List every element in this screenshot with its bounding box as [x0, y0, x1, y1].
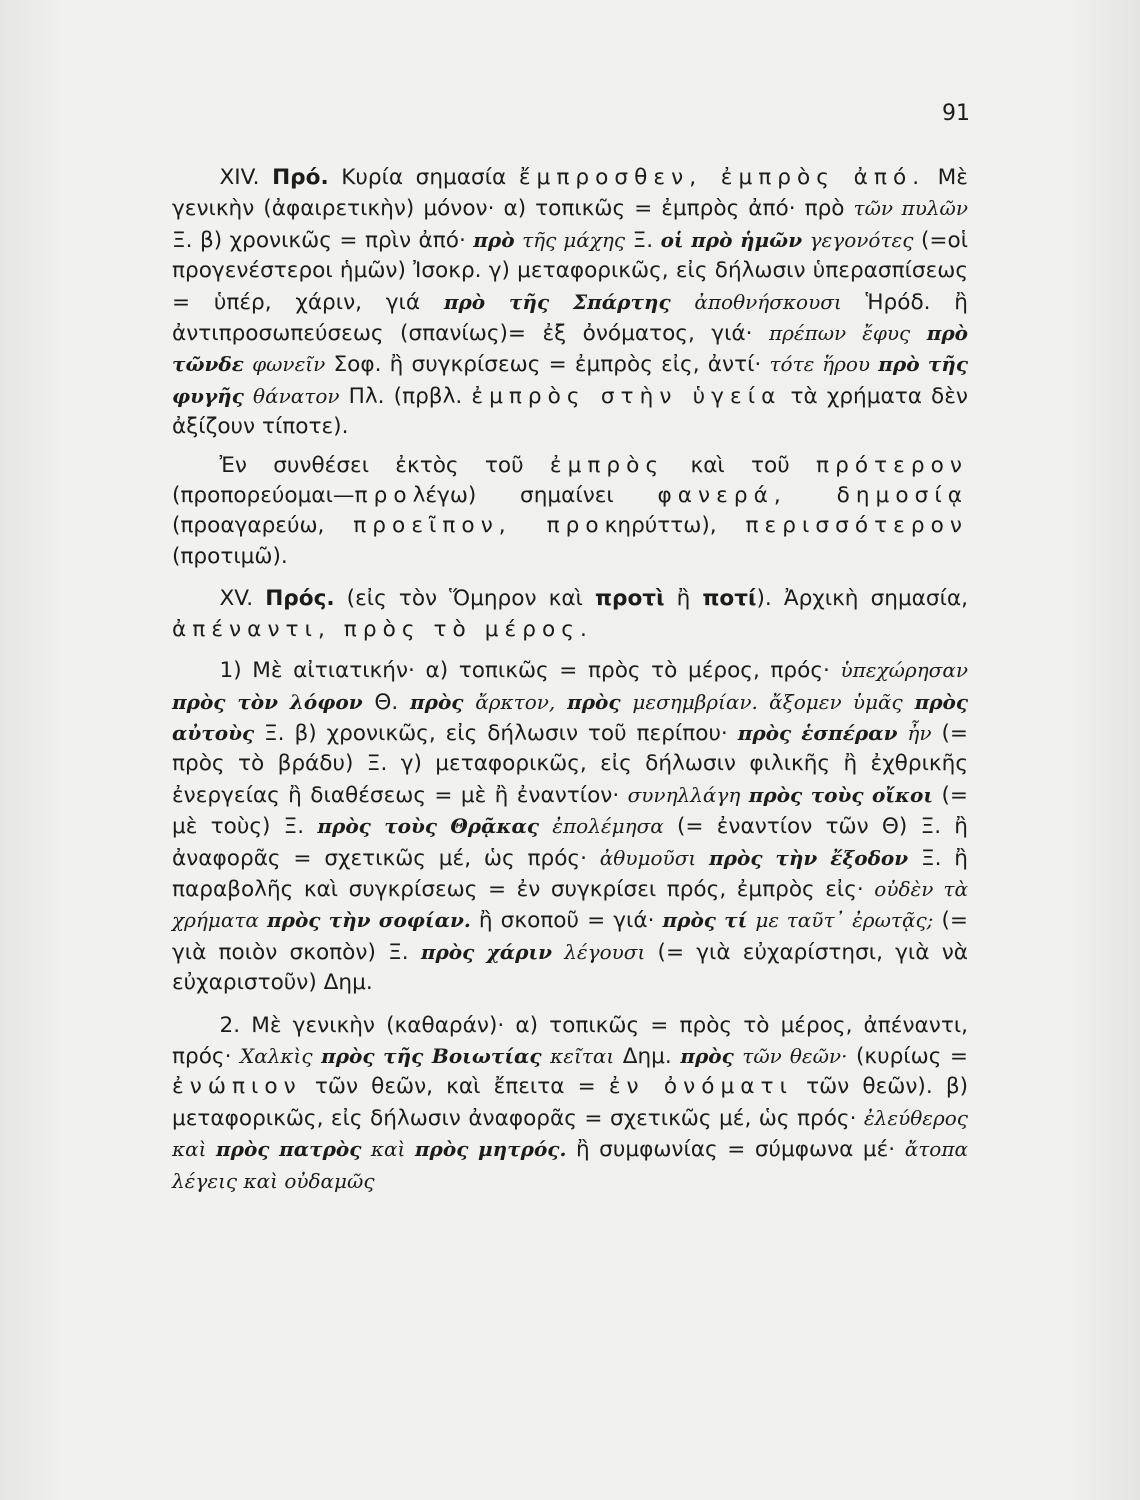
- text-run: (= γιὰ εὐχαρίστησι, γιὰ νὰ εὐχαριστοῦν) Δημ.: [172, 939, 968, 996]
- text-run: οὐδὲν τὰ χρήματα: [172, 876, 968, 933]
- text-run: φανερά, δημοσίᾳ: [657, 483, 968, 509]
- text-run: πρὸς τοὺς οἴκοι: [748, 782, 934, 807]
- text-run: [313, 1044, 322, 1069]
- text-run: [621, 690, 633, 715]
- text-run: [897, 721, 907, 746]
- text-run: ἐμπρὸς: [549, 452, 665, 478]
- text-run: Κυρία σημασία: [328, 165, 519, 190]
- text-run: περισσότερον: [745, 513, 968, 539]
- text-run: καὶ: [370, 1137, 406, 1162]
- text-run: Χαλκὶς: [239, 1043, 313, 1068]
- text-run: Πρό.: [272, 165, 329, 190]
- text-run: (προαγαρεύω,: [172, 513, 354, 539]
- text-run: προ: [354, 483, 413, 509]
- text-run: ἀπέναντι, πρὸς τὸ μέρος.: [172, 616, 593, 642]
- text-run: (= γιὰ ποιὸν σκοπὸν) Ξ.: [172, 908, 968, 965]
- paragraph-xv-definition: [172, 584, 968, 645]
- text-run: ἦν: [907, 720, 932, 745]
- text-run: [361, 1137, 371, 1162]
- text-run: τότε ἥρου: [769, 352, 871, 377]
- text-run: πρὸς ἑσπέραν: [737, 720, 898, 745]
- text-run: Μὲ γενικὴν (ἀφαιρετικὴν) μόνον· α) τοπικῶς = ἐμπρὸς ἀπό· πρὸ: [172, 165, 968, 222]
- text-run: πρὸς τὴν σοφίαν.: [267, 908, 471, 933]
- text-run: ἄρκτον,: [475, 689, 556, 714]
- text-run: θάνατον: [253, 383, 340, 408]
- text-run: πρὸ τῆς Σπάρτης: [443, 289, 671, 314]
- text-run: ποτί: [702, 586, 757, 612]
- text-run: πρὸς τῆς Βοιωτίας: [321, 1043, 542, 1068]
- text-run: πρὸς τὸν λόφον: [172, 689, 363, 714]
- text-run: τῶν θεῶν, καὶ ἔπειτα =: [301, 1074, 609, 1100]
- text-run: [542, 1044, 551, 1069]
- text-run: προτὶ: [594, 586, 665, 612]
- text-run: πρὸς αὐτοὺς: [172, 689, 969, 745]
- text-run: [802, 228, 809, 253]
- text-run: πρέπων ἔφυς: [768, 321, 911, 346]
- text-run: [671, 290, 695, 315]
- text-run: πρὸς χάριν: [420, 939, 553, 964]
- text-run: Ξ.: [625, 227, 661, 253]
- text-run: πρὸ τῶνδε: [172, 321, 968, 377]
- text-run: ὑπεχώρησαν: [840, 658, 968, 683]
- text-run: [555, 690, 567, 715]
- text-run: ἢ συμφωνίας = σύμφωνα μέ·: [566, 1137, 905, 1163]
- text-run: (=οἱ προγενέστεροι ἡμῶν) Ἰσοκρ. γ) μεταφορικῶς, εἰς δήλωσιν ὑπερασπίσεως = ὑπέρ, χάριν, γιά: [172, 227, 968, 315]
- text-run: προεῖπον, προ: [353, 513, 605, 539]
- text-run: ἐλεύθερος καὶ: [172, 1105, 968, 1162]
- text-run: οἱ πρὸ ἡμῶν: [660, 227, 803, 252]
- text-run: [259, 908, 267, 933]
- text-run: (= μὲ τοὺς) Ξ.: [172, 782, 968, 840]
- text-run: ἢ: [664, 586, 703, 612]
- text-run: ἀθυμοῦσι: [599, 845, 697, 870]
- text-run: XV.: [219, 586, 266, 612]
- text-run: Πρός.: [265, 586, 335, 612]
- text-run: [244, 384, 253, 409]
- text-run: ἀποθνήσκουσι: [694, 289, 842, 314]
- text-run: (προτιμῶ).: [172, 543, 288, 569]
- text-run: 2. Μὲ γενικὴν (καθαράν)· α) τοπικῶς = πρὸς τὸ μέρος, ἀπέναντι, πρός·: [172, 1012, 968, 1069]
- text-run: (= ἐναντίον τῶν Θ) Ξ. ἢ ἀναφορᾶς = σχετικῶς μέ, ὡς πρός·: [172, 814, 968, 871]
- text-run: [910, 321, 926, 346]
- text-run: κηρύττω),: [604, 513, 746, 539]
- text-run: Ξ. β) χρονικῶς = πρὶν ἀπό·: [172, 227, 474, 253]
- text-run: ἄτοπα λέγεις καὶ οὐδαμῶς: [172, 1137, 968, 1193]
- text-run: (εἰς τὸν Ὅμηρον καὶ: [334, 586, 595, 612]
- text-run: ἔμπροσθεν, ἐμπρὸς ἀπό.: [518, 165, 926, 190]
- text-run: τὰ χρήματα δὲν ἀξίζουν τίποτε).: [172, 383, 968, 440]
- text-run: [244, 352, 252, 377]
- text-run: (προπορεύομαι—: [172, 483, 355, 509]
- text-run: Ἐν συνθέσει ἐκτὸς τοῦ: [219, 452, 550, 478]
- text-run: γεγονότες: [809, 227, 914, 252]
- paragraph-xv-accusative: [172, 655, 968, 998]
- text-run: τῶν θεῶν). β) μεταφορικῶς, εἰς δήλωσιν ἀναφορᾶς = σχετικῶς μέ, ὡς πρός·: [172, 1074, 969, 1131]
- text-run: φωνεῖν: [252, 352, 326, 377]
- body-text: [172, 163, 968, 1197]
- text-run: πρὸς πατρὸς: [216, 1137, 362, 1162]
- text-run: καὶ τοῦ: [664, 452, 817, 478]
- text-run: συνηλλάγη: [627, 782, 741, 807]
- text-run: Σοφ. ἢ συγκρίσεως = ἐμπρὸς εἰς, ἀντί·: [325, 352, 770, 378]
- text-run: Ξ. β) χρονικῶς, εἰς δήλωσιν τοῦ περίπου·: [254, 720, 738, 746]
- text-run: πρὸ: [473, 227, 515, 252]
- text-run: [539, 814, 552, 839]
- text-run: (κυρίως =: [847, 1043, 968, 1069]
- text-run: κεῖται: [550, 1043, 615, 1068]
- text-run: ). Ἀρχικὴ σημασία,: [756, 586, 969, 612]
- text-run: λέγω) σημαίνει: [412, 483, 658, 509]
- text-run: λέγουσι: [564, 939, 646, 964]
- text-run: με ταῦτ᾽ ἐρωτᾷς;: [755, 908, 934, 933]
- text-run: τῆς μάχης: [522, 227, 626, 252]
- text-run: ἐνώπιον: [172, 1074, 302, 1100]
- text-run: Ἡρόδ. ἢ ἀντιπροσωπεύσεως (σπανίως)= ἐξ ὀνόματος, γιά·: [172, 289, 968, 347]
- text-run: πρὸς μητρός.: [414, 1137, 567, 1162]
- text-run: Θ.: [362, 689, 411, 715]
- text-run: τῶν θεῶν·: [742, 1043, 848, 1068]
- text-run: πρὸς τὴν ἔξοδον: [709, 845, 909, 870]
- text-run: [696, 846, 709, 871]
- text-run: πρὸς τί: [662, 908, 748, 933]
- text-run: τῶν πυλῶν: [853, 196, 968, 221]
- text-run: [903, 690, 915, 715]
- text-run: [463, 690, 475, 715]
- text-run: [552, 940, 564, 965]
- text-run: ἐν ὀνόματι: [608, 1074, 793, 1100]
- text-run: πρὸς: [680, 1043, 734, 1068]
- text-run: πρὸ τῆς φυγῆς: [172, 352, 969, 408]
- text-run: [405, 1137, 415, 1162]
- paragraph-xiv-definition: [172, 163, 968, 443]
- text-run: Πλ. (πρβλ.: [339, 383, 472, 409]
- text-run: [740, 783, 748, 808]
- text-run: πρὸς: [410, 689, 464, 714]
- text-run: ἐπολέμησα: [552, 814, 664, 839]
- text-run: μεσημβρίαν. ἄξομεν ὑμᾶς: [632, 689, 903, 714]
- text-run: ἢ σκοποῦ = γιά·: [470, 908, 663, 934]
- text-run: ἐμπρὸς στὴν ὑγεία: [471, 383, 782, 409]
- text-run: πρότερον: [816, 452, 968, 478]
- text-run: πρὸς τοὺς Θρᾷκας: [317, 814, 540, 839]
- paragraph-xv-genitive: [172, 1011, 968, 1197]
- text-run: [515, 228, 522, 253]
- page-number: 91: [942, 101, 970, 126]
- text-run: 1) Μὲ αἰτιατικήν· α) τοπικῶς = πρὸς τὸ μέρος, πρός·: [219, 658, 841, 684]
- text-run: Δημ.: [614, 1043, 681, 1069]
- text-run: πρὸς: [567, 689, 621, 714]
- text-run: Ξ. ἢ παραβολῆς καὶ συγκρίσεως = ἐν συγκρίσει πρός, ἐμπρὸς εἰς·: [172, 845, 968, 902]
- text-run: (= πρὸς τὸ βράδυ) Ξ. γ) μεταφορικῶς, εἰς δήλωσιν φιλικῆς ἢ ἐχθρικῆς ἐνεργείας ἢ διαθέσεως = μὲ ἢ ἐναντίον·: [172, 720, 968, 808]
- text-run: XIV.: [219, 165, 273, 190]
- paragraph-xiv-composition: [172, 451, 968, 573]
- text-run: [206, 1137, 216, 1162]
